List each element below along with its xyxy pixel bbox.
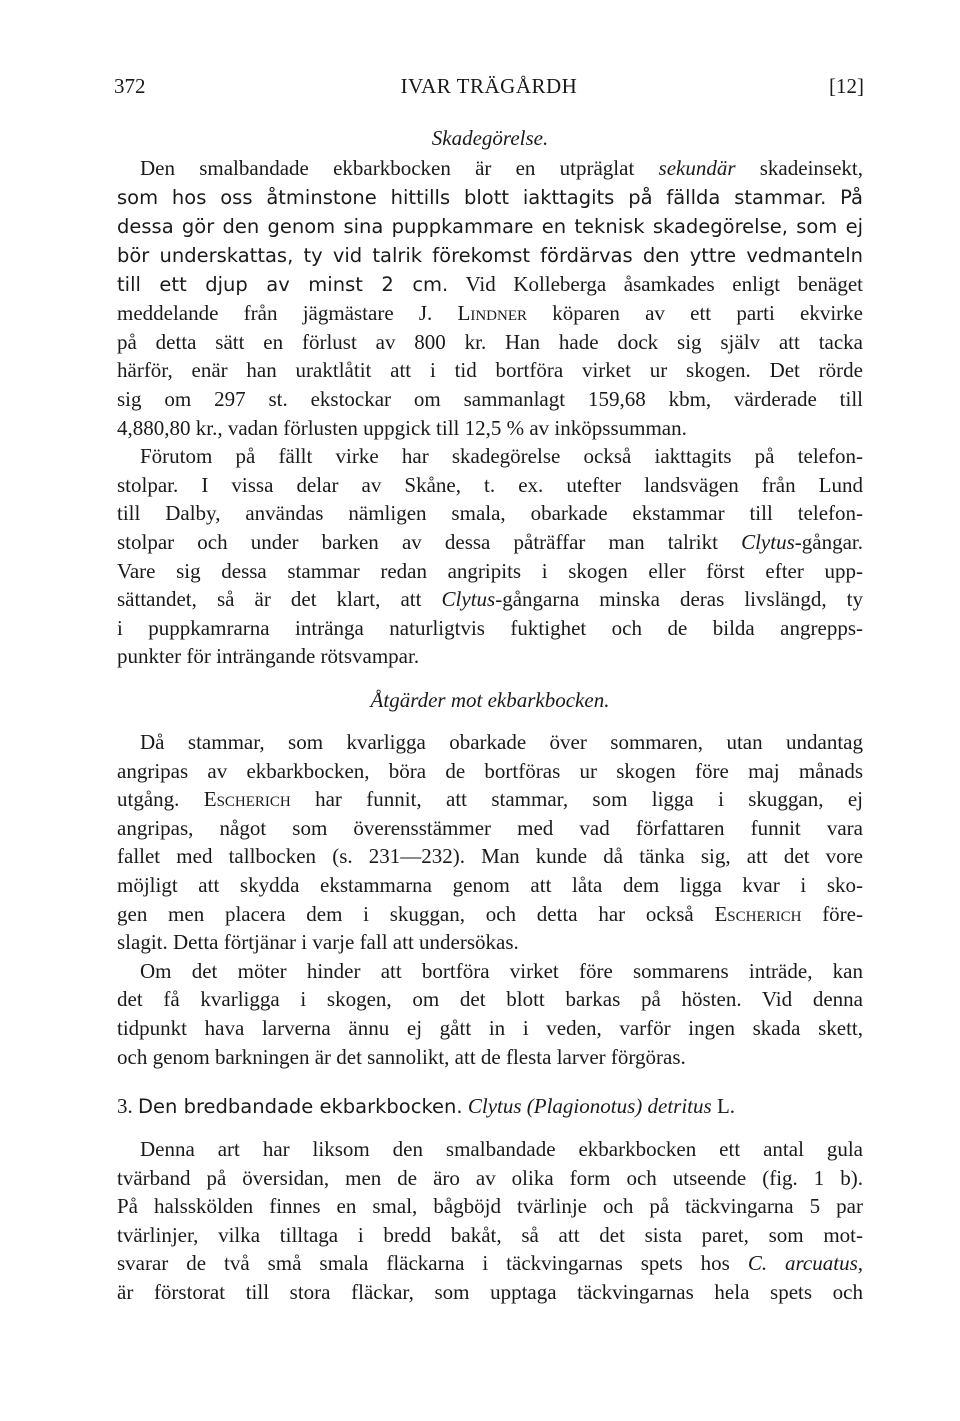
section-heading-skadegorelse: Skadegörelse. [431,126,549,150]
text-line: 4,880,80 kr., vadan förlusten uppgick till 12,5 % av inköpssumman. [117,416,687,440]
text-line: gen men placera dem i skuggan, och detta har också Escherich före- [117,902,863,926]
text-line: Denna art har liksom den smalbandade ekbarkbocken ett antal gula [140,1137,863,1161]
text-line: Om det möter hinder att bortföra virket före sommarens inträde, kan [140,959,863,983]
text-line: På halsskölden finnes en smal, bågböjd tvärlinje och på täckvingarna 5 par [117,1194,863,1218]
text-line: punkter för inträngande rötsvampar. [117,644,420,668]
text-line: till Dalby, användas nämligen smala, obarkade ekstammar till telefon- [117,501,863,525]
section-heading-atgarder: Åtgärder mot ekbarkbocken. [370,688,610,712]
text-line: meddelande från jägmästare J. Lindner köparen av ett parti ekvirke [117,301,863,325]
text-line: som hos oss åtminstone hittills blott iakttagits på fällda stammar. På [117,186,863,209]
text-line: tvärlinjer, vilka tilltaga i bredd bakåt, så att det sista paret, som mot- [117,1223,863,1247]
text-line: stolpar och under barken av dessa påträffar man talrikt Clytus-gångar. [117,530,863,554]
text-line: till ett djup av minst 2 cm. Vid Kolleberga åsamkades enligt benäget [117,272,863,296]
text-line: sig om 297 st. ekstockar om sammanlagt 159,68 kbm, värderade till [117,387,863,411]
running-header [114,74,864,104]
page-number: 372 [114,74,146,98]
text-line: tidpunkt hava larverna ännu ej gått in i veden, varför ingen skada skett, [117,1016,863,1040]
text-line: utgång. Escherich har funnit, att stammar, som ligga i skuggan, ej [117,787,863,811]
text-line: är förstorat till stora fläckar, som upptaga täckvingarnas hela spets och [117,1280,863,1304]
species-heading: 3. Den bredbandade ekbarkbocken. Clytus (Plagionotus) detritus L. [117,1094,736,1118]
text-line: slagit. Detta förtjänar i varje fall att undersökas. [117,930,519,954]
text-line: Förutom på fällt virke har skadegörelse också iakttagits på telefon- [140,444,863,468]
running-title: IVAR TRÄGÅRDH [400,74,578,98]
text-line: på detta sätt en förlust av 800 kr. Han hade dock sig själv att tacka [117,330,863,354]
text-line: och genom barkningen är det sannolikt, att de flesta larver förgöras. [117,1045,686,1069]
text-line: fallet med tallbocken (s. 231—232). Man kunde då tänka sig, att det vore [117,844,863,868]
text-line: Den smalbandade ekbarkbocken är en utpräglat sekundär skadeinsekt, [140,156,863,180]
text-line: det få kvarligga i skogen, om det blott barkas på hösten. Vid denna [117,987,863,1011]
text-line: angripas, något som överensstämmer med vad författaren funnit vara [117,816,863,840]
text-line: stolpar. I vissa delar av Skåne, t. ex. utefter landsvägen från Lund [117,473,863,497]
text-line: möjligt att skydda ekstammarna genom att låta dem ligga kvar i sko- [117,873,863,897]
text-line: Då stammar, som kvarligga obarkade över sommaren, utan undantag [140,730,863,754]
section-number: [12] [829,74,864,98]
text-line: sättandet, så är det klart, att Clytus-gångarna minska deras livslängd, ty [117,587,864,611]
text-line: Vare sig dessa stammar redan angripits i skogen eller först efter upp- [117,559,863,583]
text-line: dessa gör den genom sina puppkammare en teknisk skadegörelse, som ej [117,215,863,238]
text-line: härför, enär han uraktlåtit att i tid bortföra virket ur skogen. Det rörde [117,358,863,382]
text-line: svarar de två små smala fläckarna i täckvingarnas spets hos C. arcuatus, [117,1251,863,1275]
text-line: angripas av ekbarkbocken, böra de bortföras ur skogen före maj månads [117,759,863,783]
text-line: i puppkamrarna intränga naturligtvis fuktighet och de bilda angrepps- [117,616,863,640]
text-line: tvärband på översidan, men de äro av olika form och utseende (fig. 1 b). [117,1166,863,1190]
text-line: bör underskattas, ty vid talrik förekomst fördärvas den yttre vedmanteln [117,244,863,267]
